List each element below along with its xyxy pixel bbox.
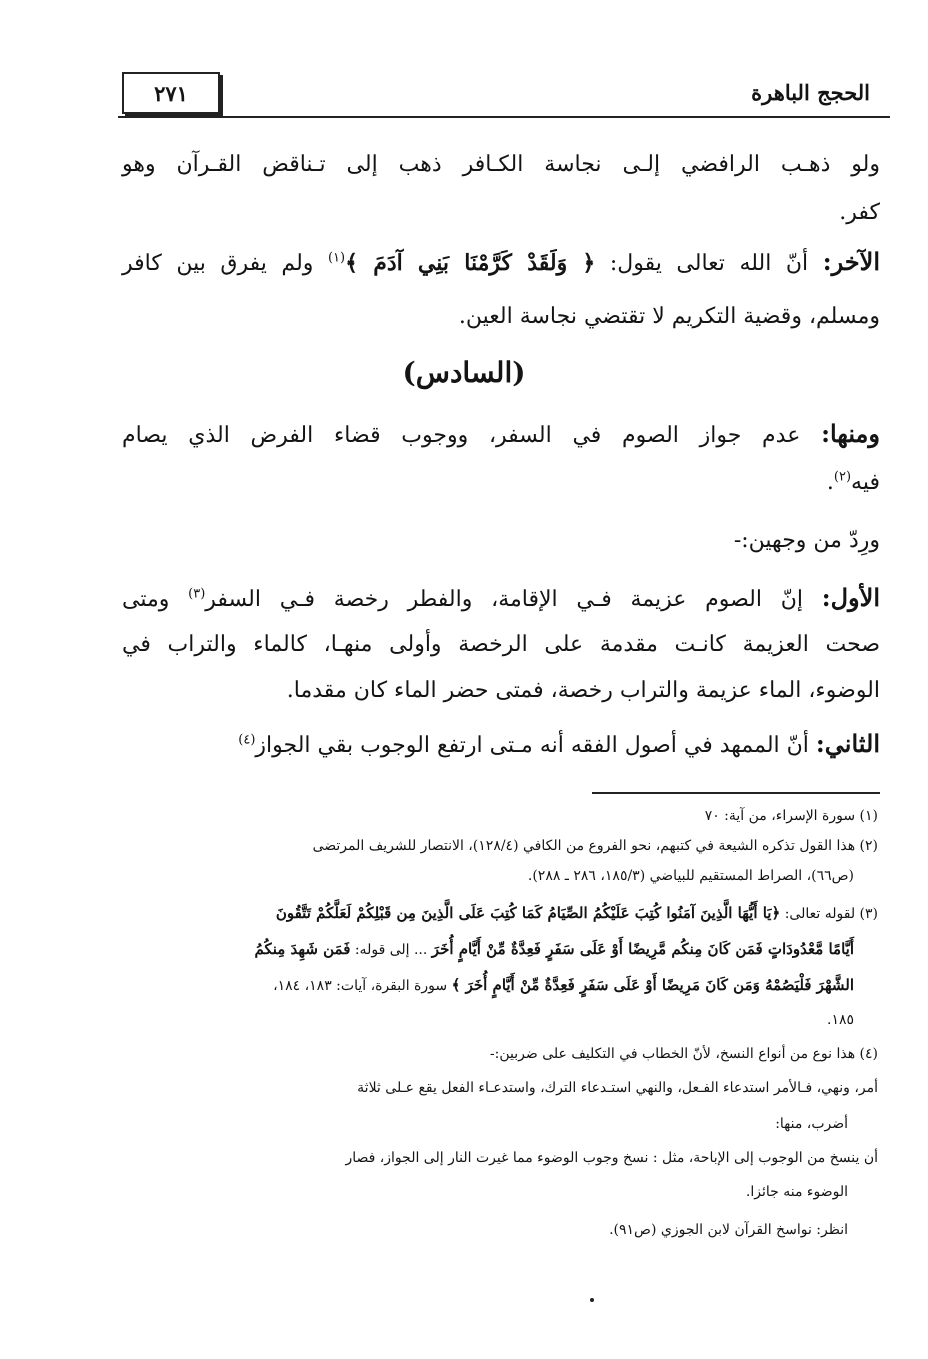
footnote-4-line-1: (٤) هذا نوع من أنواع النسخ، لأنّ الخطاب في التكليف على ضربين:- xyxy=(489,1046,878,1062)
footnote-rule xyxy=(592,792,880,794)
page-number: ٢٧١ xyxy=(154,80,188,106)
footnote-ref: (١) xyxy=(327,250,346,266)
body-text: أنّ الممهد في أصول الفقه أنه مـتى ارتفع الوجوب بقي الجواز xyxy=(255,733,809,758)
body-text: عدم جواز الصوم في السفر، ووجوب قضاء الفرض الذي يصام xyxy=(122,423,801,448)
footnote-text: سورة البقرة، آيات: ١٨٣، ١٨٤، xyxy=(273,978,448,994)
footnote-ref: (٣) xyxy=(188,586,206,602)
body-text: ولم يفرق بين كافر xyxy=(122,251,314,276)
quran-verse: أَيَّامًا مَّعْدُودَاتٍ فَمَن كَانَ مِنكُم مَّرِيضًا أَوْ عَلَى سَفَرٍ فَعِدَّةٌ مِّنْ أَيَّامٍ أُخَرَ xyxy=(431,940,854,958)
quran-verse: ﴿يَا أَيُّهَا الَّذِينَ آمَنُوا كُتِبَ عَلَيْكُمُ الصِّيَامُ كَمَا كُتِبَ عَلَى الَّذِينَ مِن قَبْلِكُمْ لَعَلَّكُمْ تَتَّقُونَ xyxy=(275,904,781,922)
body-line-1: ولو ذهـب الرافضي إلـى نجاسة الكـافر ذهب إلى تـناقض القـرآن وهو xyxy=(122,152,880,177)
body-text: ومتى xyxy=(122,587,170,612)
para-lead-awwal: الأول: xyxy=(821,583,880,612)
quran-verse: الشَّهْرَ فَلْيَصُمْهُ وَمَن كَانَ مَرِيضًا أَوْ عَلَى سَفَرٍ فَعِدَّةٌ مِّنْ أَيَّامٍ أُخَرَ ﴾ xyxy=(451,976,854,994)
section-title: (السادس) xyxy=(402,356,526,389)
page-number-box xyxy=(122,72,220,114)
body-line-9: صحت العزيمة كانـت مقدمة على الرخصة وأولى منهـا، كالماء والتراب في xyxy=(122,632,880,657)
body-line-8 xyxy=(122,584,880,613)
footnote-ref: (٤) xyxy=(238,732,256,748)
body-line-10: الوضوء، الماء عزيمة والتراب رخصة، فمتى حضر الماء كان مقدما. xyxy=(286,678,880,703)
para-lead-thani: الثاني: xyxy=(815,729,880,758)
footnote-4-line-3: أضرب، منها: xyxy=(775,1116,848,1132)
body-line-3 xyxy=(122,248,880,277)
scan-speck xyxy=(590,1298,594,1302)
body-text: أنّ الله تعالى يقول: xyxy=(609,251,809,276)
body-line-5 xyxy=(122,420,880,449)
footnote-text: ... إلى قوله: xyxy=(354,942,428,958)
para-lead-minha: ومنها: xyxy=(821,419,880,448)
header-rule xyxy=(118,116,890,118)
footnote-3-line-4: ١٨٥. xyxy=(826,1012,854,1028)
body-line-11 xyxy=(238,730,880,759)
footnote-4-line-2: أمر، ونهي، فـالأمر استدعاء الفـعل، والنهي استـدعاء الترك، واستدعـاء الفعل يقع عـلى ثلاثة xyxy=(357,1080,878,1096)
body-line-6 xyxy=(827,470,880,496)
footnote-4-line-6: انظر: نواسخ القرآن لابن الجوزي (ص٩١). xyxy=(609,1222,848,1238)
footnote-ref: (٢) xyxy=(833,469,852,485)
quran-verse: فَمَن شَهِدَ مِنكُمُ xyxy=(254,940,351,958)
running-title: الحجج الباهرة xyxy=(751,80,870,105)
body-line-2: كفر. xyxy=(839,200,880,225)
body-text: إنّ الصوم عزيمة فـي الإقامة، والفطر رخصة فـي السفر xyxy=(205,587,803,612)
body-line-4: ومسلم، وقضية التكريم لا تقتضي نجاسة العين. xyxy=(458,304,880,329)
footnote-3-line-2 xyxy=(255,940,855,959)
footnote-3-line-3 xyxy=(273,976,854,995)
body-line-7: ورِدّ من وجهين:- xyxy=(733,528,880,553)
body-text: فيه xyxy=(851,470,880,495)
footnote-4-line-4: أن ينسخ من الوجوب إلى الإباحة، مثل : نسخ وجوب الوضوء مما غيرت النار إلى الجواز، فصار xyxy=(345,1150,878,1166)
footnote-3-line-1 xyxy=(276,904,878,923)
footnote-4-line-5: الوضوء منه جائزا. xyxy=(745,1184,848,1200)
para-lead-akhar: الآخر: xyxy=(822,247,880,276)
footnote-2-line-1: (٢) هذا القول تذكره الشيعة في كتبهم، نحو الفروع من الكافي (١٢٨/٤)، الانتصار للشريف المرتضى xyxy=(312,838,878,854)
footnote-text: (٣) لقوله تعالى: xyxy=(784,906,878,922)
footnote-1: (١) سورة الإسراء، من آية: ٧٠ xyxy=(704,808,878,824)
quran-verse: ﴿ وَلَقَدْ كَرَّمْنَا بَنِي آدَمَ ﴾ xyxy=(345,250,596,276)
footnote-2-line-2: (ص٦٦)، الصراط المستقيم للبياضي (١٨٥/٣، ٢٨٦ ـ ٢٨٨). xyxy=(527,868,854,884)
body-text: . xyxy=(826,470,834,495)
